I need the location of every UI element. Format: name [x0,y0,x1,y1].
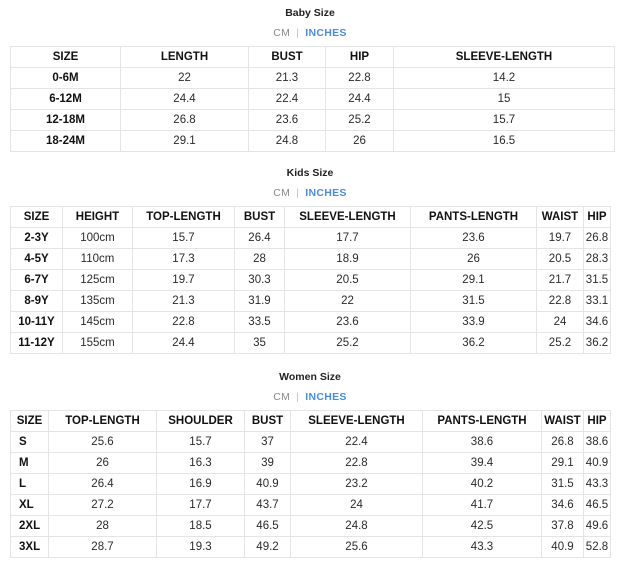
table-row [11,228,611,249]
measurement-cell: 15.7 [133,228,235,249]
measurement-cell: 22 [285,291,411,312]
measurement-cell: 24.4 [133,333,235,354]
measurement-cell: 26.8 [584,228,611,249]
measurement-cell: 14.2 [394,68,615,89]
measurement-cell: 43.3 [423,537,542,558]
size-label-cell: 10-11Y [11,312,63,333]
column-header: SIZE [11,207,63,228]
women-inches-toggle[interactable]: INCHES [305,391,347,403]
table-row [11,270,611,291]
table-row [11,537,611,558]
column-header: SHOULDER [157,411,245,432]
size-label-cell: M [11,453,49,474]
kids-cm-toggle[interactable]: CM [273,187,291,199]
table-row [11,89,615,110]
women-unit-separator: | [296,391,300,403]
baby-unit-toggle [0,27,620,39]
measurement-cell: 40.2 [423,474,542,495]
table-row [11,131,615,152]
column-header: SLEEVE-LENGTH [291,411,423,432]
measurement-cell: 40.9 [584,453,611,474]
table-row [11,291,611,312]
measurement-cell: 18.9 [285,249,411,270]
measurement-cell: 20.5 [537,249,584,270]
measurement-cell: 19.7 [133,270,235,291]
table-row [11,110,615,131]
measurement-cell: 25.6 [291,537,423,558]
measurement-cell: 43.7 [245,495,291,516]
measurement-cell: 41.7 [423,495,542,516]
measurement-cell: 38.6 [584,432,611,453]
measurement-cell: 16.9 [157,474,245,495]
column-header: TOP-LENGTH [133,207,235,228]
size-label-cell: 2XL [11,516,49,537]
measurement-cell: 135cm [63,291,133,312]
table-header-row [11,411,611,432]
column-header: SLEEVE-LENGTH [394,47,615,68]
measurement-cell: 26 [411,249,537,270]
measurement-cell: 15.7 [157,432,245,453]
measurement-cell: 18.5 [157,516,245,537]
women-cm-toggle[interactable]: CM [273,391,291,403]
measurement-cell: 155cm [63,333,133,354]
measurement-cell: 37.8 [542,516,584,537]
column-header: HIP [584,207,611,228]
measurement-cell: 25.6 [49,432,157,453]
measurement-cell: 110cm [63,249,133,270]
measurement-cell: 24.4 [121,89,249,110]
measurement-cell: 23.6 [249,110,326,131]
women-size-title: Women Size [279,371,341,383]
measurement-cell: 28 [235,249,285,270]
measurement-cell: 22.8 [133,312,235,333]
size-label-cell: 6-7Y [11,270,63,291]
measurement-cell: 37 [245,432,291,453]
measurement-cell: 46.5 [245,516,291,537]
size-label-cell: L [11,474,49,495]
measurement-cell: 24.4 [326,89,394,110]
column-header: LENGTH [121,47,249,68]
measurement-cell: 22.8 [291,453,423,474]
measurement-cell: 25.2 [537,333,584,354]
baby-size-title: Baby Size [285,7,335,19]
measurement-cell: 26.4 [235,228,285,249]
table-row [11,474,611,495]
measurement-cell: 31.9 [235,291,285,312]
measurement-cell: 43.3 [584,474,611,495]
size-label-cell: 4-5Y [11,249,63,270]
size-label-cell: 12-18M [11,110,121,131]
table-row [11,68,615,89]
measurement-cell: 17.7 [157,495,245,516]
column-header: PANTS-LENGTH [411,207,537,228]
measurement-cell: 23.6 [285,312,411,333]
measurement-cell: 25.2 [285,333,411,354]
measurement-cell: 23.2 [291,474,423,495]
measurement-cell: 15.7 [394,110,615,131]
measurement-cell: 15 [394,89,615,110]
measurement-cell: 46.5 [584,495,611,516]
size-label-cell: S [11,432,49,453]
size-label-cell: 8-9Y [11,291,63,312]
measurement-cell: 125cm [63,270,133,291]
column-header: BUST [249,47,326,68]
measurement-cell: 29.1 [411,270,537,291]
size-label-cell: 6-12M [11,89,121,110]
measurement-cell: 145cm [63,312,133,333]
measurement-cell: 27.2 [49,495,157,516]
measurement-cell: 40.9 [542,537,584,558]
kids-unit-toggle [0,187,620,199]
measurement-cell: 22.8 [326,68,394,89]
measurement-cell: 39 [245,453,291,474]
table-row [11,312,611,333]
kids-inches-toggle[interactable]: INCHES [305,187,347,199]
measurement-cell: 42.5 [423,516,542,537]
measurement-cell: 34.6 [542,495,584,516]
baby-inches-toggle[interactable]: INCHES [305,27,347,39]
table-row [11,249,611,270]
table-row [11,432,611,453]
measurement-cell: 28.3 [584,249,611,270]
table-row [11,333,611,354]
measurement-cell: 26.8 [121,110,249,131]
measurement-cell: 33.5 [235,312,285,333]
measurement-cell: 28 [49,516,157,537]
column-header: BUST [245,411,291,432]
column-header: HIP [326,47,394,68]
measurement-cell: 31.5 [411,291,537,312]
column-header: HEIGHT [63,207,133,228]
measurement-cell: 24.8 [291,516,423,537]
measurement-cell: 24.8 [249,131,326,152]
measurement-cell: 40.9 [245,474,291,495]
measurement-cell: 16.5 [394,131,615,152]
kids-size-title: Kids Size [286,167,334,179]
measurement-cell: 29.1 [121,131,249,152]
measurement-cell: 22 [121,68,249,89]
size-label-cell: 18-24M [11,131,121,152]
table-row [11,516,611,537]
measurement-cell: 24 [537,312,584,333]
measurement-cell: 100cm [63,228,133,249]
kids-size-table [10,206,611,354]
baby-unit-separator: | [296,27,300,39]
column-header: HIP [584,411,611,432]
table-row [11,495,611,516]
measurement-cell: 26 [49,453,157,474]
measurement-cell: 16.3 [157,453,245,474]
women-size-table [10,410,611,558]
measurement-cell: 33.1 [584,291,611,312]
measurement-cell: 31.5 [584,270,611,291]
measurement-cell: 34.6 [584,312,611,333]
measurement-cell: 28.7 [49,537,157,558]
measurement-cell: 22.4 [291,432,423,453]
measurement-cell: 17.7 [285,228,411,249]
column-header: BUST [235,207,285,228]
column-header: SIZE [11,47,121,68]
column-header: SIZE [11,411,49,432]
size-label-cell: 11-12Y [11,333,63,354]
size-label-cell: 0-6M [11,68,121,89]
column-header: WAIST [537,207,584,228]
size-label-cell: 3XL [11,537,49,558]
table-row [11,453,611,474]
measurement-cell: 38.6 [423,432,542,453]
measurement-cell: 29.1 [542,453,584,474]
column-header: TOP-LENGTH [49,411,157,432]
measurement-cell: 39.4 [423,453,542,474]
measurement-cell: 22.4 [249,89,326,110]
measurement-cell: 49.6 [584,516,611,537]
column-header: SLEEVE-LENGTH [285,207,411,228]
women-unit-toggle [0,391,620,403]
measurement-cell: 49.2 [245,537,291,558]
measurement-cell: 33.9 [411,312,537,333]
baby-size-table [10,46,615,152]
size-label-cell: XL [11,495,49,516]
measurement-cell: 20.5 [285,270,411,291]
table-header-row [11,47,615,68]
measurement-cell: 36.2 [584,333,611,354]
measurement-cell: 21.3 [133,291,235,312]
measurement-cell: 30.3 [235,270,285,291]
measurement-cell: 31.5 [542,474,584,495]
measurement-cell: 26.4 [49,474,157,495]
baby-cm-toggle[interactable]: CM [273,27,291,39]
measurement-cell: 22.8 [537,291,584,312]
measurement-cell: 52.8 [584,537,611,558]
measurement-cell: 23.6 [411,228,537,249]
size-label-cell: 2-3Y [11,228,63,249]
measurement-cell: 19.3 [157,537,245,558]
measurement-cell: 19.7 [537,228,584,249]
measurement-cell: 21.3 [249,68,326,89]
measurement-cell: 17.3 [133,249,235,270]
measurement-cell: 36.2 [411,333,537,354]
measurement-cell: 26 [326,131,394,152]
measurement-cell: 25.2 [326,110,394,131]
table-header-row [11,207,611,228]
kids-unit-separator: | [296,187,300,199]
measurement-cell: 35 [235,333,285,354]
measurement-cell: 21.7 [537,270,584,291]
column-header: WAIST [542,411,584,432]
column-header: PANTS-LENGTH [423,411,542,432]
measurement-cell: 24 [291,495,423,516]
measurement-cell: 26.8 [542,432,584,453]
